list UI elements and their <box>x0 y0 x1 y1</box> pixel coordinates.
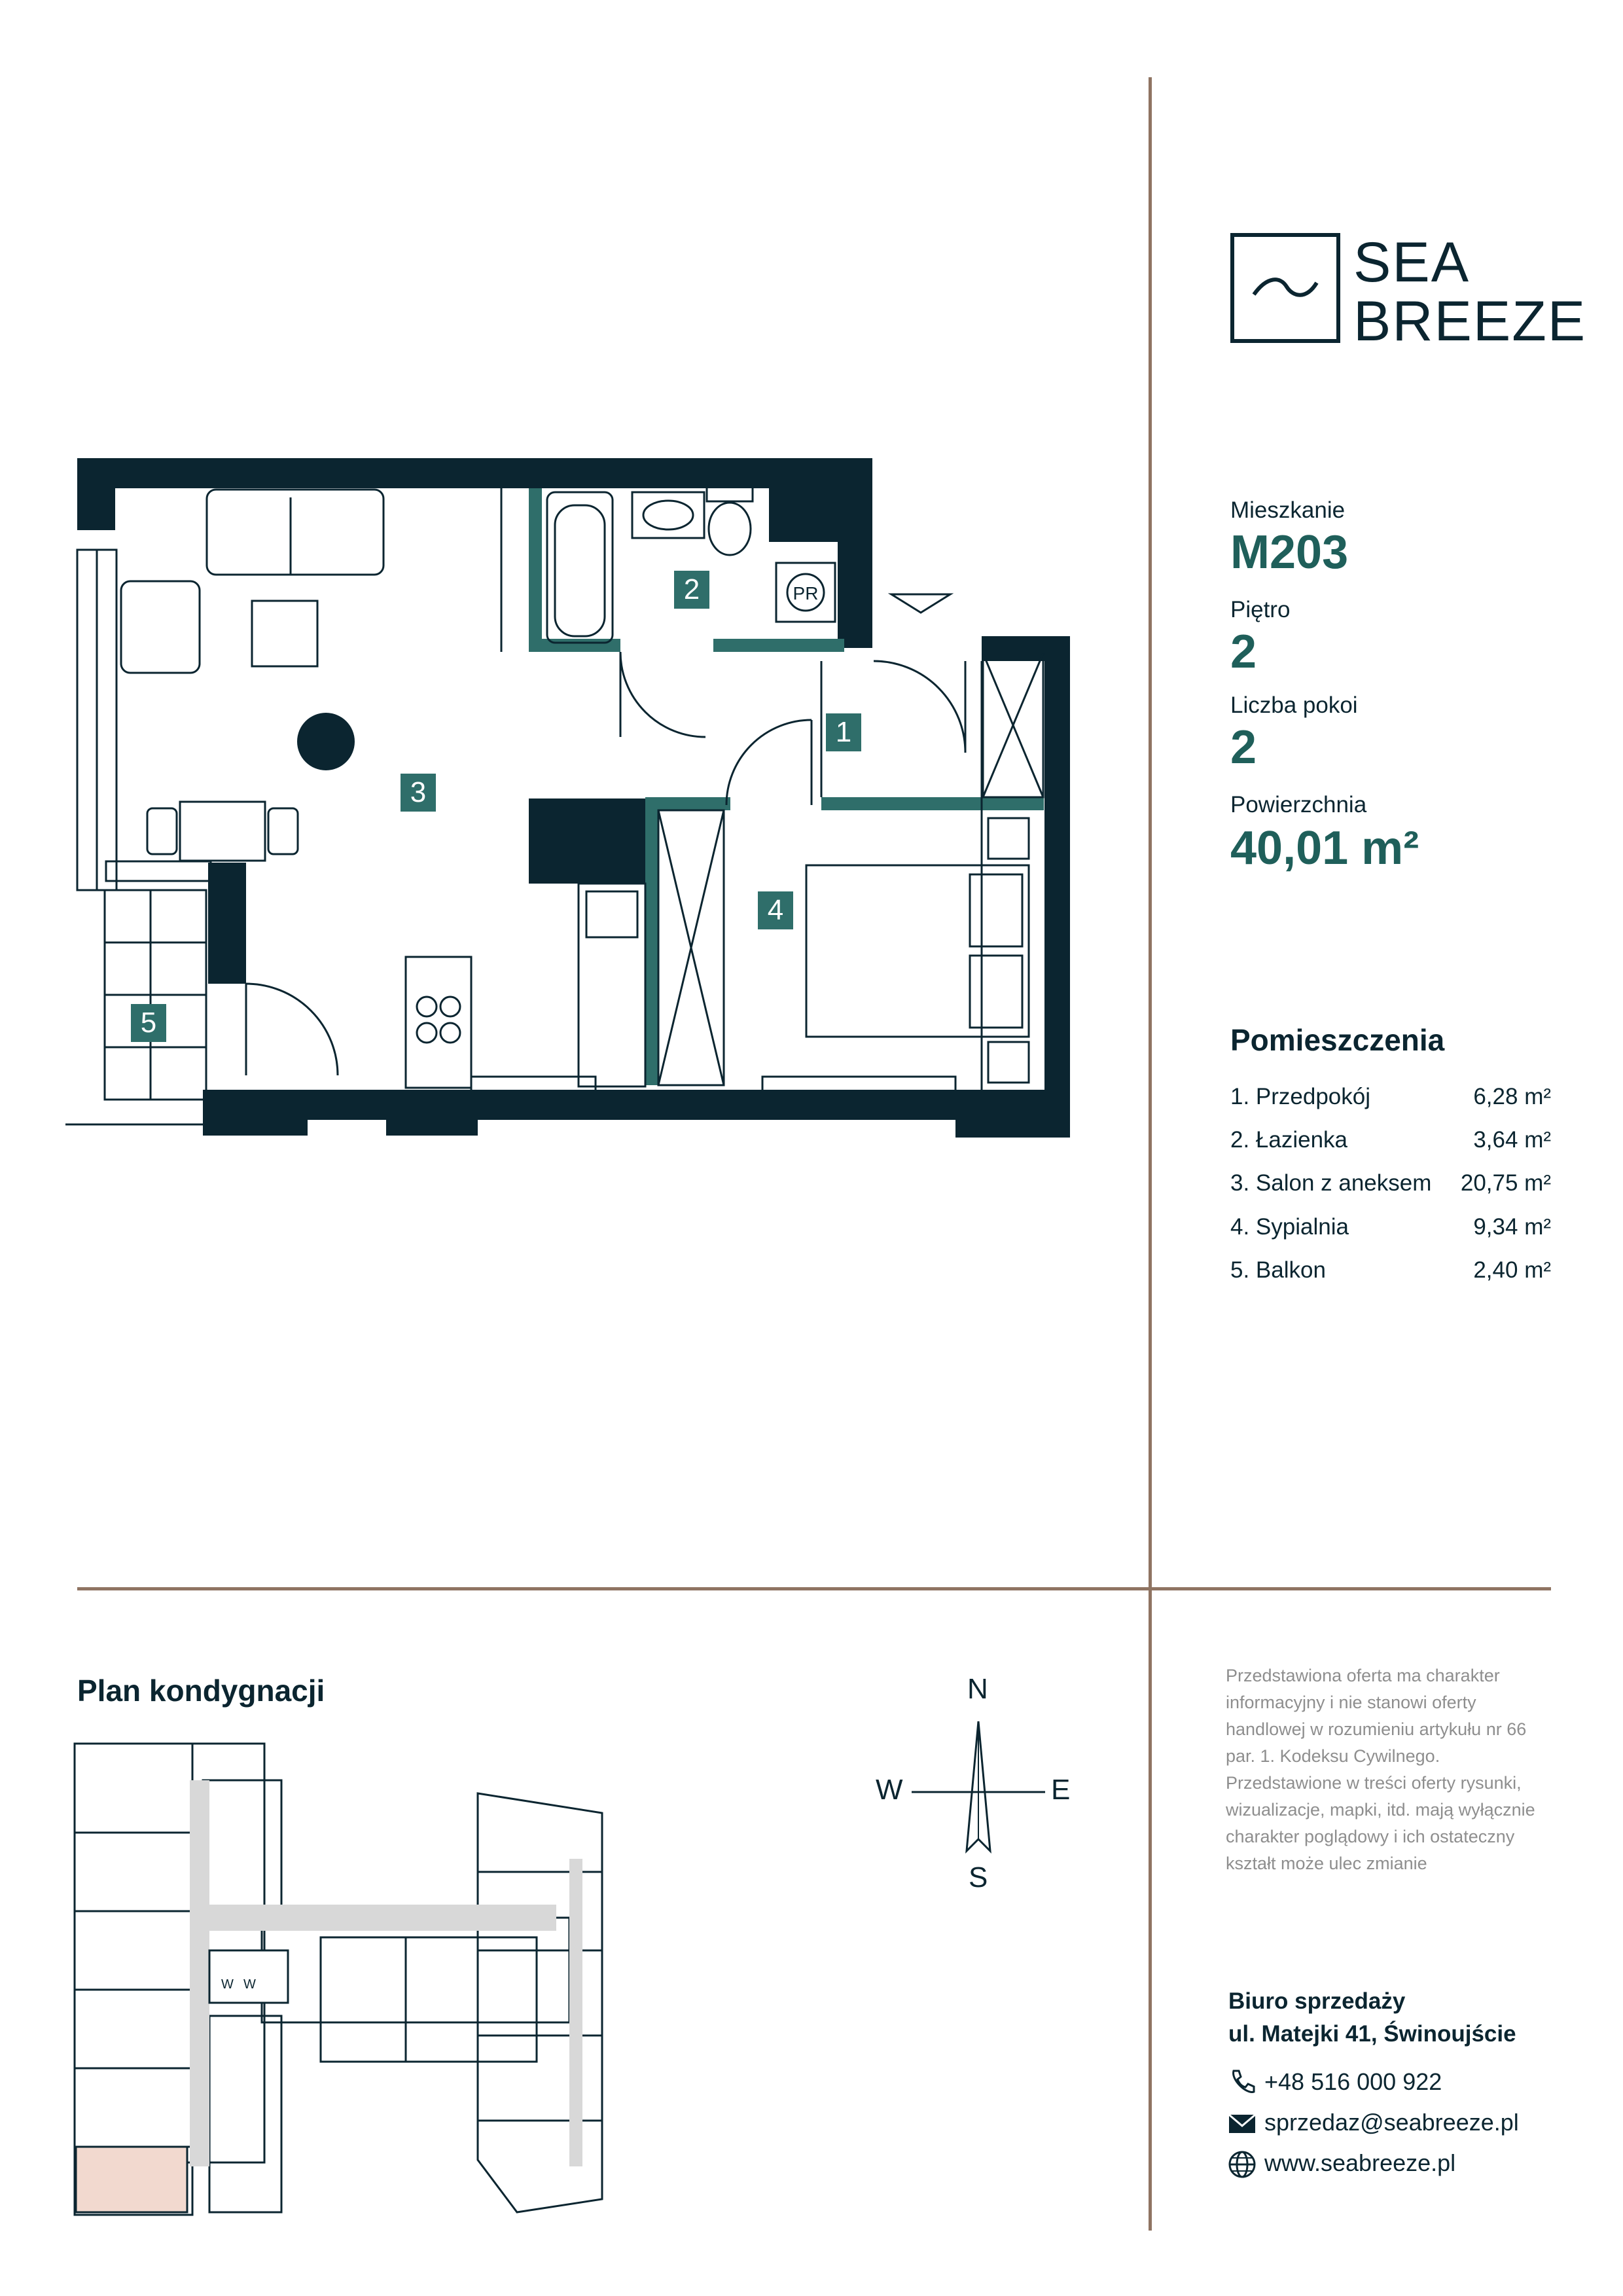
room-area: 3,64 m² <box>1473 1127 1551 1153</box>
room-name: 3. Salon z aneksem <box>1230 1170 1432 1196</box>
room-area: 20,75 m² <box>1460 1170 1551 1196</box>
room-row <box>1230 1084 1551 1123</box>
room-row <box>1230 1127 1551 1166</box>
email-link[interactable]: sprzedaz@seabreeze.pl <box>1264 2109 1519 2136</box>
room-tag-1: 1 <box>826 713 861 751</box>
logo-box <box>1230 233 1340 343</box>
area-value: 40,01 m² <box>1230 822 1419 874</box>
office-title: Biuro sprzedaży <box>1228 1988 1406 2014</box>
room-area: 9,34 m² <box>1473 1214 1551 1240</box>
globe-icon <box>1227 2149 1257 2179</box>
room-name: 4. Sypialnia <box>1230 1214 1349 1240</box>
room-area: 2,40 m² <box>1473 1257 1551 1283</box>
room-row <box>1230 1170 1551 1210</box>
legal-disclaimer: Przedstawiona oferta ma charakter informacyjny i nie stanowi oferty handlowej w rozumieniu artykułu nr 66 par. 1. Kodeksu Cywilnego. Przedstawione w treści oferty rysunki, wizualizacje, mapki, itd. mają wyłącznie charakter poglądowy i ich ostateczny kształt może ulec zmianie <box>1226 1666 1535 1873</box>
compass-south: S <box>969 1861 988 1893</box>
boiler-mark: PR <box>793 583 819 603</box>
stair-mark-1: W <box>221 1977 234 1992</box>
floor-label: Piętro <box>1230 597 1291 622</box>
room-tag-4: 4 <box>758 891 793 929</box>
room-tag-2: 2 <box>674 571 709 609</box>
compass-west: W <box>876 1774 903 1806</box>
area-label: Powierzchnia <box>1230 792 1367 817</box>
room-area: 6,28 m² <box>1473 1084 1551 1109</box>
compass-east: E <box>1051 1774 1071 1806</box>
room-name: 2. Łazienka <box>1230 1127 1348 1153</box>
room-name: 5. Balkon <box>1230 1257 1326 1283</box>
phone-icon <box>1227 2067 1257 2097</box>
office-address: ul. Matejki 41, Świnoujście <box>1228 2021 1516 2047</box>
logo-line-1: SEA <box>1353 231 1471 294</box>
logo-line-2: BREEZE <box>1353 290 1587 353</box>
email-icon <box>1227 2109 1257 2139</box>
room-tag-5: 5 <box>131 1004 166 1042</box>
rooms-count-value: 2 <box>1230 721 1257 774</box>
wave-icon <box>1234 237 1336 339</box>
apartment-value: M203 <box>1230 526 1349 579</box>
apartment-floor-plan <box>0 0 1139 1178</box>
room-row <box>1230 1257 1551 1297</box>
rooms-title: Pomieszczenia <box>1230 1023 1445 1057</box>
floor-plan-title: Plan kondygnacji <box>77 1674 325 1708</box>
vertical-divider <box>1149 77 1152 2231</box>
website-link[interactable]: www.seabreeze.pl <box>1264 2149 1456 2176</box>
room-tag-3: 3 <box>401 774 436 812</box>
compass-north: N <box>967 1673 988 1705</box>
rooms-count-label: Liczba pokoi <box>1230 692 1358 718</box>
room-name: 1. Przedpokój <box>1230 1084 1371 1109</box>
stair-mark-2: W <box>243 1977 256 1992</box>
floor-value: 2 <box>1230 626 1257 678</box>
apartment-label: Mieszkanie <box>1230 497 1346 523</box>
building-floor-plan <box>72 1741 615 2225</box>
room-row <box>1230 1214 1551 1253</box>
horizontal-divider <box>77 1587 1551 1590</box>
phone-link[interactable]: +48 516 000 922 <box>1264 2068 1442 2095</box>
